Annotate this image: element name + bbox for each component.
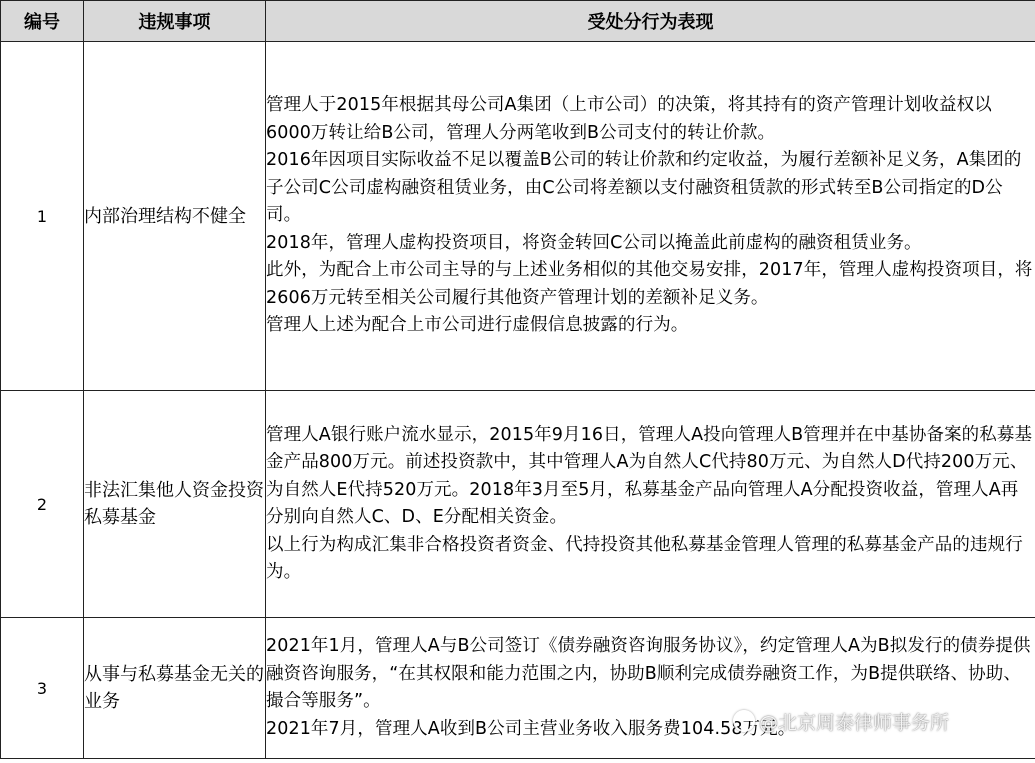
behavior-paragraph: 2021年7月，管理人A收到B公司主营业务收入服务费104.58万元。 [266,718,796,739]
behavior-paragraph: 2018年，管理人虚构投资项目，将资金转回C公司以掩盖此前虚构的融资租赁业务。 [266,232,922,253]
watermark-text: @北京周泰律师事务所 [759,712,950,734]
header-number: 编号 [1,1,84,42]
behavior-paragraph: 管理人A银行账户流水显示，2015年9月16日，管理人A投向管理人B管理并在中基协备案的私募基金产品800万元。前述投资款中，其中管理人A为自然人C代持80万元、为自然人D代持200万元、为自然人E代持520万元。2018年3月至5月，私募基金产品向管理人A分配投资收益，管理人A再分别向自然人C、D、E分配相关资金。 [266,424,1033,527]
header-item: 违规事项 [84,1,266,42]
table-row [1,618,1035,759]
behavior-paragraph: 此外，为配合上市公司主导的与上述业务相似的其他交易安排，2017年，管理人虚构投资项目，将2606万元转至相关公司履行其他资产管理计划的差额补足义务。 [266,260,1033,308]
behavior-paragraph: 管理人上述为配合上市公司进行虚假信息披露的行为。 [266,315,689,336]
row-item: 从事与私募基金无关的业务 [84,618,266,759]
row-behavior [266,391,1035,618]
behavior-paragraph: 管理人于2015年根据其母公司A集团（上市公司）的决策，将其持有的资产管理计划收益权以6000万转让给B公司，管理人分两笔收到B公司支付的转让价款。 [266,95,992,143]
watermark-logo-icon [733,710,755,732]
behavior-paragraph: 2021年1月，管理人A与B公司签订《债券融资咨询服务协议》，约定管理人A为B拟发行的债券提供融资咨询服务，“在其权限和能力范围之内，协助B顺利完成债券融资工作，为B提供联络、协助、撮合等服务”。 [266,636,1031,711]
row-behavior [266,42,1035,391]
row-item: 非法汇集他人资金投资私募基金 [84,391,266,618]
row-behavior [266,618,1035,759]
table-row [1,391,1035,618]
row-number: 1 [1,42,84,391]
table-header-row [1,1,1035,42]
header-behavior: 受处分行为表现 [266,1,1035,42]
table-row [1,42,1035,391]
behavior-paragraph: 以上行为构成汇集非合格投资者资金、代持投资其他私募基金管理人管理的私募基金产品的违规行为。 [266,534,1023,582]
watermark [733,708,949,735]
row-number: 3 [1,618,84,759]
row-item: 内部治理结构不健全 [84,42,266,391]
behavior-paragraph: 2016年因项目实际收益不足以覆盖B公司的转让价款和约定收益，为履行差额补足义务，A集团的子公司C公司虚构融资租赁业务，由C公司将差额以支付融资租赁款的形式转至B公司指定的D公司。 [266,150,1022,226]
row-number: 2 [1,391,84,618]
